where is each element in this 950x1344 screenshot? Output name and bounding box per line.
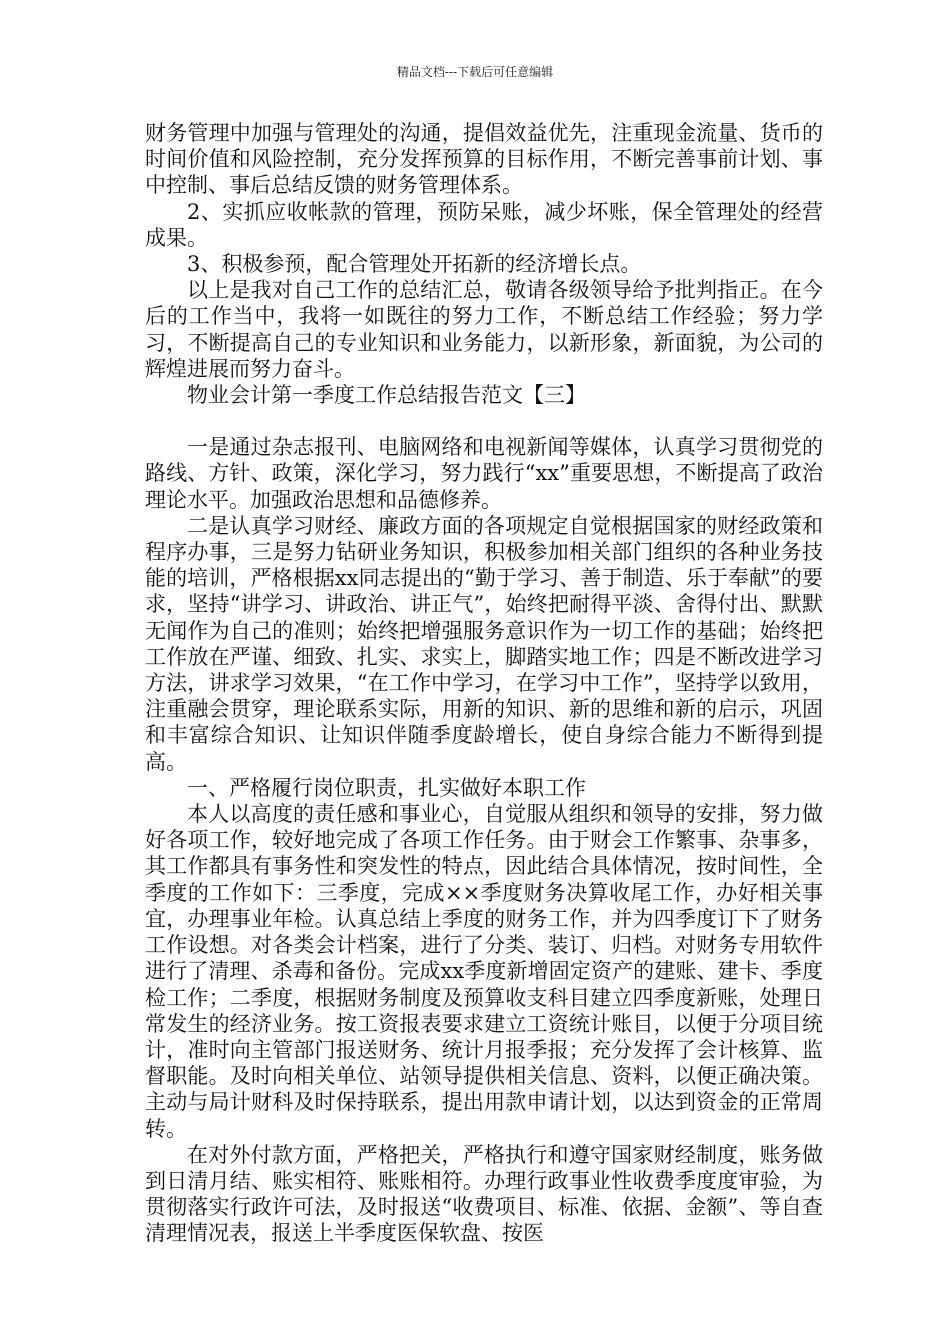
paragraph-6: 二是认真学习财经、廉政方面的各项规定自觉根据国家的财经政策和程序办事，三是努力钻研业务知识，积极参加相关部门组织的各种业务技能的培训，严格根据xx同志提出的“勤于学习、善于制造、乐于奉献”的要求，坚持“讲学习、讲政治、讲正气”，始终把耐得平淡、舍得付出、默默无闻作为自己的准则；始终把增强服务意识作为一切工作的基础；始终把工作放在严谨、细致、扎实、求实上，脚踏实地工作；四是不断改进学习方法，讲求学习效果，“在工作中学习，在学习中工作”，坚持学以致用，注重融会贯穿，理论联系实际，用新的知识、新的思维和新的启示，巩固和丰富综合知识、让知识伴随季度龄增长，使自身综合能力不断得到提高。: [145, 513, 823, 774]
paragraph-4: 以上是我对自己工作的总结汇总，敬请各级领导给予批判指正。在今后的工作当中，我将一如既往的努力工作，不断总结工作经验；努力学习，不断提高自己的专业知识和业务能力，以新形象，新面貌，为公司的辉煌进展而努力奋斗。: [145, 278, 823, 381]
blank-line: [145, 408, 823, 434]
section-title: 物业会计第一季度工作总结报告范文【三】: [187, 383, 586, 408]
paragraph-3: 3、积极参预，配合管理处开拓新的经济增长点。: [187, 252, 642, 277]
paragraph-1: 财务管理中加强与管理处的沟通，提倡效益优先，注重现金流量、货币的时间价值和风险控制，充分发挥预算的目标作用，不断完善事前计划、事中控制、事后总结反馈的财务管理体系。: [145, 121, 823, 198]
paragraph-7: 本人以高度的责任感和事业心，自觉服从组织和领导的安排，努力做好各项工作，较好地完成了各项工作任务。由于财会工作繁事、杂事多，其工作都具有事务性和突发性的特点，因此结合具体情况，按时间性，全季度的工作如下：三季度，完成××季度财务决算收尾工作，办好相关事宜，办理事业年检。认真总结上季度的财务工作，并为四季度订下了财务工作设想。对各类会计档案，进行了分类、装订、归档。对财务专用软件进行了清理、杀毒和备份。完成xx季度新增固定资产的建账、建卡、季度检工作；二季度，根据财务制度及预算收支科目建立四季度新账，处理日常发生的经济业务。按工资报表要求建立工资统计账目，以便于分项目统计，准时向主管部门报送财务、统计月报季报；充分发挥了会计核算、监督职能。及时向相关单位、站领导提供相关信息、资料，以便正确决策。主动与局计财科及时保持联系，提出用款申请计划，以达到资金的正常周转。: [145, 802, 823, 1141]
page-header: 精品文档---下载后可任意编辑: [396, 65, 554, 79]
document-body: [145, 120, 823, 1247]
paragraph-8: 在对外付款方面，严格把关，严格执行和遵守国家财经制度，账务做到日清月结、账实相符、账账相符。办理行政事业性收费季度度审验，为贯彻落实行政许可法，及时报送“收费项目、标准、依据、金额”、等自查清理情况表，报送上半季度医保软盘、按医: [145, 1142, 823, 1246]
paragraph-5: 一是通过杂志报刊、电脑网络和电视新闻等媒体，认真学习贯彻党的路线、方针、政策，深化学习，努力践行“xx”重要思想，不断提高了政治理论水平。加强政治思想和品德修养。: [145, 435, 823, 512]
paragraph-2: 2、实抓应收帐款的管理，预防呆账，减少坏账，保全管理处的经营成果。: [145, 199, 823, 250]
section-heading: 一、严格履行岗位职责，扎实做好本职工作: [187, 775, 586, 800]
